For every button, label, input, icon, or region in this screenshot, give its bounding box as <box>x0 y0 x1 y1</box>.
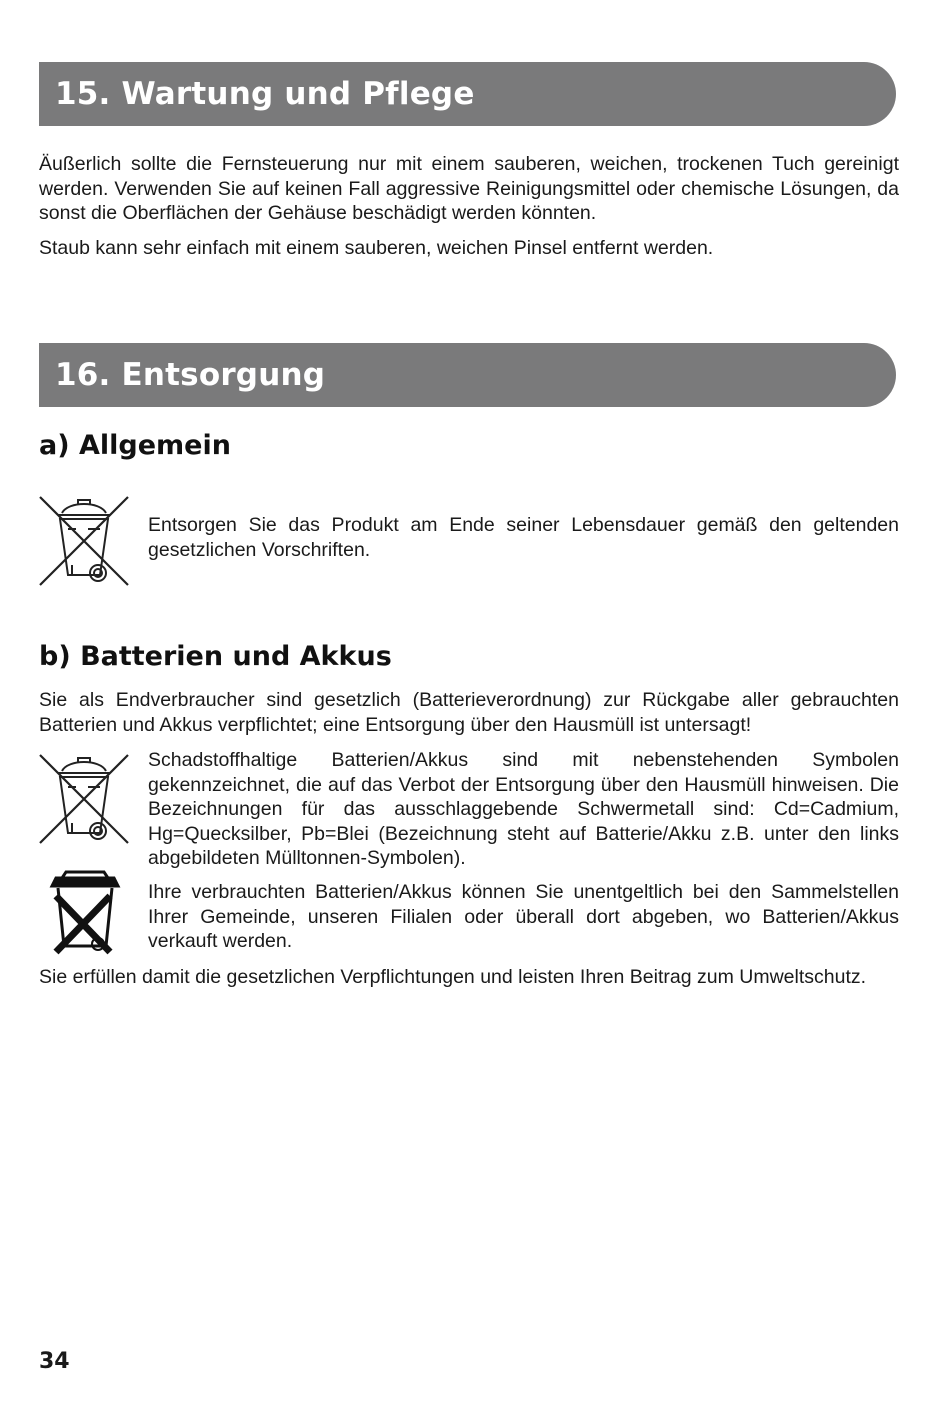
section-title: 15. Wartung und Pflege <box>55 76 475 112</box>
crossed-bin-solid-icon <box>48 866 122 956</box>
subheading-general: a) Allgemein <box>39 430 231 461</box>
section-header-maintenance <box>39 62 896 126</box>
closing-paragraph: Sie erfüllen damit die gesetzlichen Verpflichtungen und leisten Ihren Beitrag zum Umweltschutz. <box>39 966 867 988</box>
batteries-intro: Sie als Endverbraucher sind gesetzlich (Batterieverordnung) zur Rückgabe aller gebrauchten Batterien und Akkus verpflichtet; eine Entsorgung über den Hausmüll ist untersagt! <box>39 689 899 736</box>
general-disposal-text: Entsorgen Sie das Produkt am Ende seiner Lebensdauer gemäß den geltenden gesetzlichen Vorschriften. <box>148 514 899 561</box>
crossed-bin-icon <box>38 495 130 587</box>
page-number: 34 <box>39 1349 70 1374</box>
dust-paragraph: Staub kann sehr einfach mit einem sauberen, weichen Pinsel entfernt werden. <box>39 237 714 259</box>
section-header-disposal <box>39 343 896 407</box>
battery-return-text: Ihre verbrauchten Batterien/Akkus können Sie unentgeltlich bei den Sammelstellen Ihrer Gemeinde, unseren Filialen oder überall dort abgeben, wo Batterien/Akkus verkauft werden. <box>148 881 899 953</box>
maintenance-paragraph: Äußerlich sollte die Fernsteuerung nur mit einem sauberen, weichen, trockenen Tuch gereinigt werden. Verwenden Sie auf keinen Fall aggressive Reinigungsmittel oder chemische Lösungen, da sonst die Oberflächen der Gehäuse beschädigt werden könnten. <box>39 153 899 225</box>
subheading-batteries: b) Batterien und Akkus <box>39 641 392 672</box>
section-title: 16. Entsorgung <box>55 357 326 393</box>
crossed-bin-icon <box>38 753 130 845</box>
battery-symbols-text: Schadstoffhaltige Batterien/Akkus sind mit nebenstehenden Symbolen gekennzeichnet, die auf das Verbot der Entsorgung über den Hausmüll hinweisen. Die Bezeichnungen für das ausschlaggebende Schwermetall sind: Cd=Cadmium, Hg=Quecksilber, Pb=Blei (Bezeichnung steht auf Batterie/Akku z.B. unter den links abgebildeten Mülltonnen-Symbolen). <box>148 749 899 870</box>
